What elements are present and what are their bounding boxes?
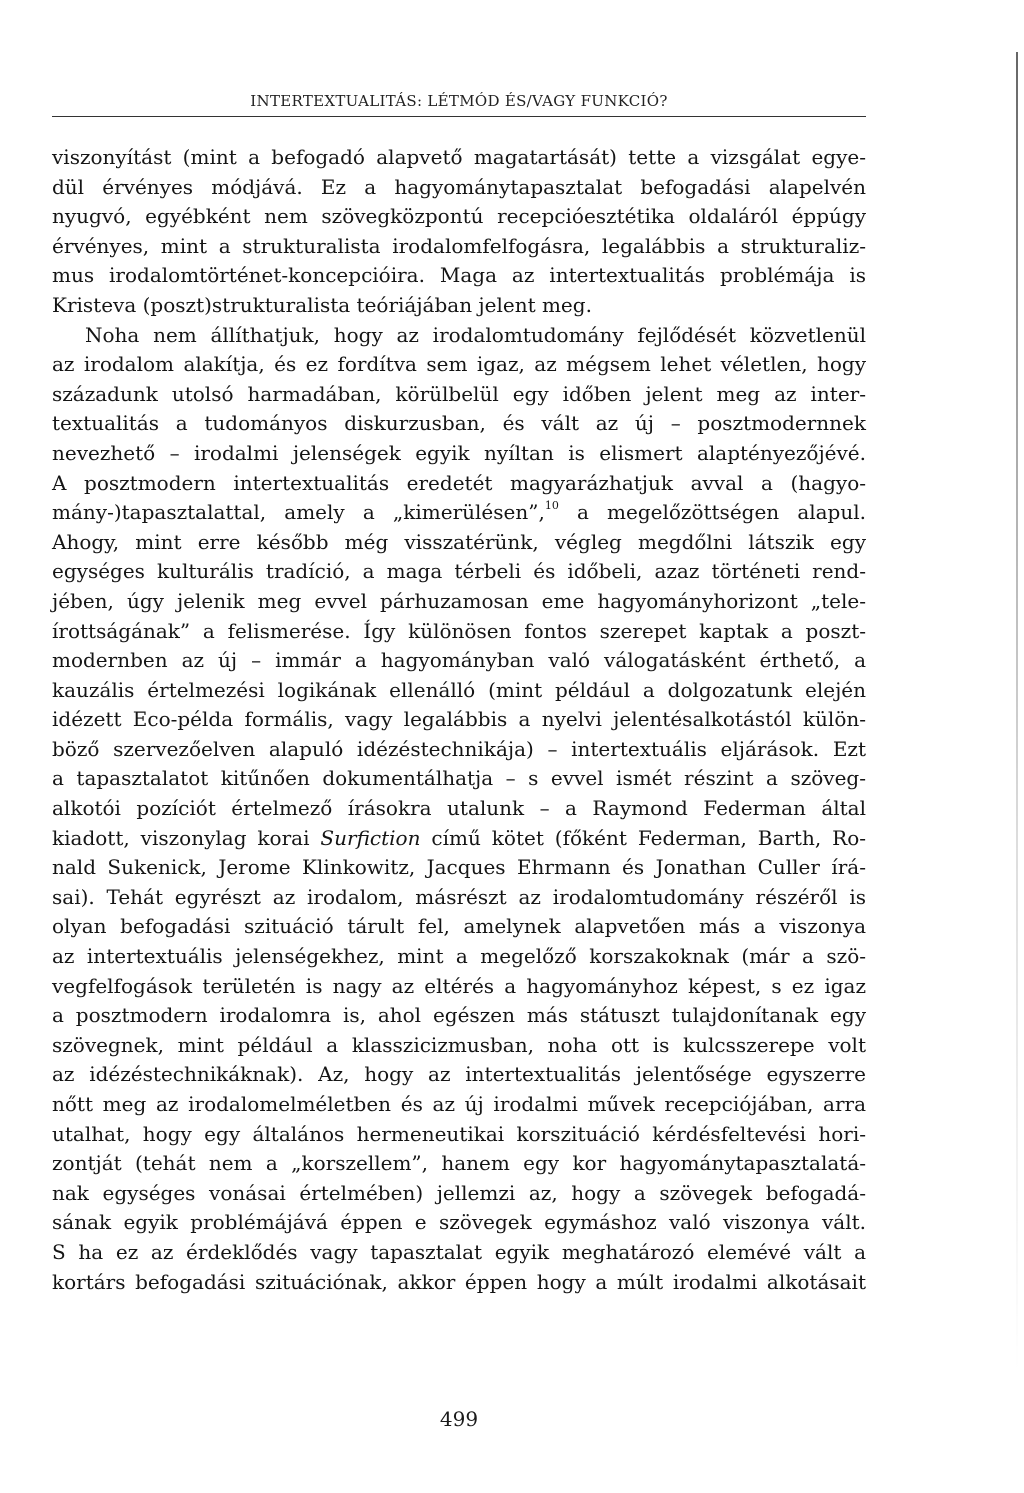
text-line-content: textualitás a tudományos diskurzusban, és vált az új – posztmodernnek	[52, 411, 866, 436]
text-line-content: nak egységes vonásai értelmében) jellemzi az, hogy a szövegek befogadá-	[52, 1180, 866, 1205]
text-line-content: mány-)tapasztalattal, amely a „kimerülésen”,	[52, 500, 545, 525]
text-line	[52, 143, 866, 173]
text-line-content: alkotói pozíciót értelmező írásokra utalunk – a Raymond Federman által	[52, 796, 866, 821]
text-line	[52, 498, 866, 528]
text-line	[52, 1060, 866, 1090]
text-line	[52, 528, 866, 558]
text-line-content: nevezhető – irodalmi jelenségek egyik nyíltan is elismert alaptényezőjévé.	[52, 440, 866, 465]
text-line	[52, 824, 866, 854]
text-line	[52, 439, 866, 469]
page-number: 499	[439, 1407, 479, 1431]
text-line	[52, 321, 866, 351]
text-line	[52, 232, 866, 262]
text-line	[52, 705, 866, 735]
text-line-content: sai). Tehát egyrészt az irodalom, másrészt az irodalomtudomány részéről is	[52, 884, 866, 909]
body-text	[52, 143, 866, 1297]
text-line-content: Noha nem állíthatjuk, hogy az irodalomtudomány fejlődését közvetlenül	[85, 322, 866, 347]
text-line-content: olyan befogadási szituáció tárult fel, amelynek alapvetően más a viszonya	[52, 914, 866, 939]
text-line-content: jében, úgy jelenik meg evvel párhuzamosan eme hagyományhorizont „tele-	[52, 588, 866, 613]
text-line	[52, 1120, 866, 1150]
text-line-content: mus irodalomtörténet-koncepcióira. Maga az intertextualitás problémája is	[52, 263, 866, 288]
text-line-content: A posztmodern intertextualitás eredetét magyarázhatjuk avval a (hagyo-	[52, 470, 866, 495]
text-line-content: nőtt meg az irodalomelméletben és az új irodalmi művek recepciójában, arra	[52, 1092, 866, 1116]
text-line-content: Ahogy, mint erre később még visszatérünk, végleg megdőlni látszik egy	[52, 529, 866, 554]
text-line	[52, 557, 866, 587]
text-line	[52, 735, 866, 765]
text-line-content: századunk utolsó harmadában, körülbelül egy időben jelent meg az inter-	[52, 381, 866, 406]
text-line	[52, 1268, 866, 1298]
text-line-content: kiadott, viszonylag korai	[52, 825, 321, 850]
text-line	[52, 409, 866, 439]
text-line-content: az intertextuális jelenségekhez, mint a megelőző korszakoknak (már a szö-	[52, 944, 866, 969]
text-line-content: szövegnek, mint például a klasszicizmusban, noha ott is kulcsszerepe volt	[52, 1032, 866, 1057]
text-line	[52, 617, 866, 647]
text-line	[52, 202, 866, 232]
text-line	[52, 1179, 866, 1209]
book-title: Surfiction	[320, 825, 421, 850]
text-line-content: zontját (tehát nem a „korszellem”, hanem egy kor hagyománytapasztalatá-	[52, 1151, 866, 1176]
text-line-content: kortárs befogadási szituációnak, akkor éppen hogy a múlt irodalmi alkotásait	[52, 1269, 866, 1294]
text-line-content: dül érvényes módjává. Ez a hagyománytapasztalat befogadási alapelvén	[52, 174, 866, 199]
text-line-content: egységes kulturális tradíció, a maga térbeli és időbeli, azaz történeti rend-	[52, 559, 866, 584]
text-line	[52, 1208, 866, 1238]
text-line-content: a posztmodern irodalomra is, ahol egészen más státuszt tulajdonítanak egy	[52, 1003, 866, 1028]
text-line	[52, 380, 866, 410]
text-line-content: nyugvó, egyébként nem szövegközpontú recepcióesztétika oldaláról éppúgy	[52, 204, 866, 229]
text-line	[52, 350, 866, 380]
text-line	[52, 469, 866, 499]
text-line-content: utalhat, hogy egy általános hermeneutikai korszituáció kérdésfeltevési hori-	[52, 1121, 866, 1146]
text-line-content: S ha ez az érdeklődés vagy tapasztalat egyik meghatározó elemévé vált a	[52, 1239, 866, 1264]
footnote-reference: 10	[544, 499, 559, 513]
text-line-content: modernben az új – immár a hagyományban való válogatásként érthető, a	[52, 648, 866, 673]
running-head: INTERTEXTUALITÁS: LÉTMÓD ÉS/VAGY FUNKCIÓ?	[250, 92, 668, 110]
text-line	[52, 853, 866, 883]
text-line-continuation: a megelőzöttségen alapul.	[558, 500, 866, 525]
text-line-content: böző szervezőelven alapuló idézéstechnikája) – intertextuális eljárások. Ezt	[52, 736, 866, 761]
text-line	[52, 764, 866, 794]
text-line-content: írottságának” a felismerése. Így különösen fontos szerepet kaptak a poszt-	[52, 618, 866, 643]
text-line-content: viszonyítást (mint a befogadó alapvető magatartását) tette a vizsgálat egye-	[52, 145, 866, 169]
text-line	[52, 972, 866, 1002]
text-line	[52, 173, 866, 203]
text-line	[52, 1149, 866, 1179]
text-line-content: a tapasztalatot kitűnően dokumentálhatja – s evvel ismét részint a szöveg-	[52, 766, 866, 791]
text-line	[52, 942, 866, 972]
text-line-content: idézett Eco-példa formális, vagy legalábbis a nyelvi jelentésalkotástól külön-	[52, 707, 866, 732]
text-line	[52, 794, 866, 824]
header-rule	[52, 116, 866, 117]
text-line	[52, 883, 866, 913]
text-line-content: sának egyik problémájává éppen e szövegek egymáshoz való viszonya vált.	[52, 1210, 866, 1235]
text-line	[52, 587, 866, 617]
text-line-continuation: című kötet (főként Federman, Barth, Ro-	[420, 825, 866, 850]
text-line	[52, 291, 866, 321]
text-line-content: vegfelfogások területén is nagy az eltérés a hagyományhoz képest, s ez igaz	[52, 973, 866, 998]
text-line-content: Kristeva (poszt)strukturalista teóriájában jelent meg.	[52, 292, 592, 317]
text-line	[52, 1238, 866, 1268]
page-edge-shadow	[1016, 52, 1018, 1372]
text-line	[52, 1001, 866, 1031]
text-line-content: kauzális értelmezési logikának ellenálló (mint például a dolgozatunk elején	[52, 677, 866, 702]
text-line	[52, 912, 866, 942]
text-line-content: az idézéstechnikáknak). Az, hogy az intertextualitás jelentősége egyszerre	[52, 1062, 866, 1087]
text-line-content: nald Sukenick, Jerome Klinkowitz, Jacques Ehrmann és Jonathan Culler írá-	[52, 855, 866, 880]
text-line	[52, 261, 866, 291]
text-line-content: érvényes, mint a strukturalista irodalomfelfogásra, legalábbis a strukturaliz-	[52, 233, 866, 258]
text-line	[52, 1090, 866, 1120]
text-line	[52, 1031, 866, 1061]
text-line	[52, 646, 866, 676]
text-line	[52, 676, 866, 706]
text-line-content: az irodalom alakítja, és ez fordítva sem igaz, az mégsem lehet véletlen, hogy	[52, 352, 866, 377]
